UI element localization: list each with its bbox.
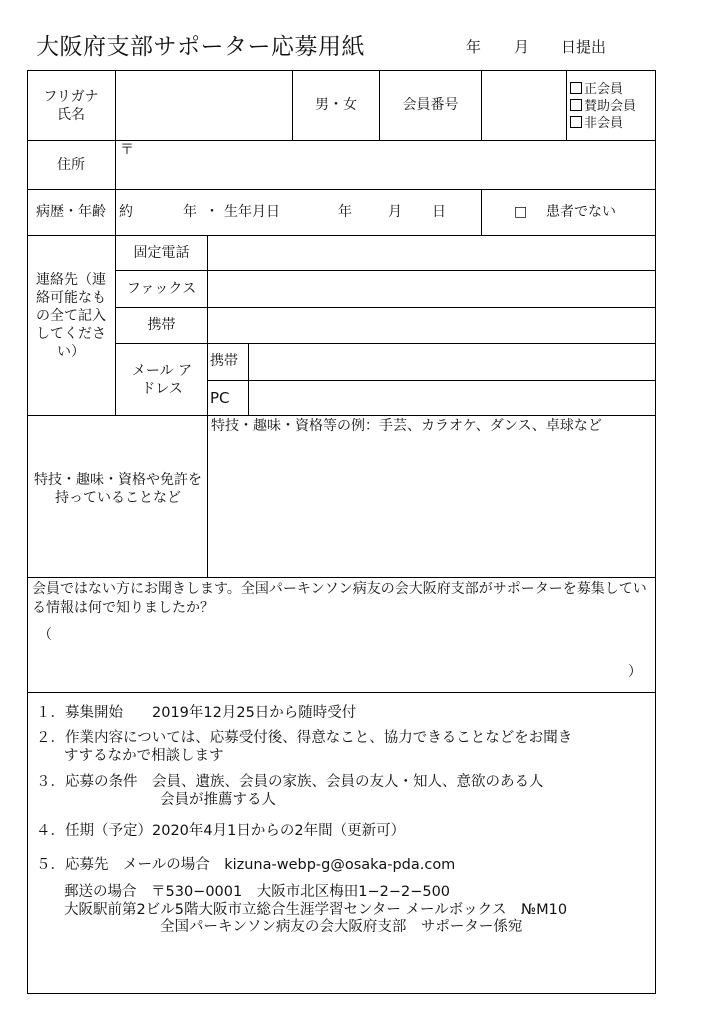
info-item-5-postal: 郵送の場合 〒530−0001 大阪市北区梅田1−2−2−500 [64,884,451,900]
email-label: メール アドレス [131,363,193,397]
rule [207,235,208,577]
info-item-3: ３．応募の条件 会員、遺族、会員の家族、会員の友人・知人、意欲のある人 [36,774,544,790]
close-paren: ） [628,664,642,680]
not-patient-checkbox[interactable]: □ [514,204,528,220]
info-item-5-building: 大阪駅前第2ビル5階大阪市立総合生涯学習センター メールボックス №M10 [64,902,568,918]
birth-day-label: 日 [432,204,446,220]
info-item-3-cont: 会員が推薦する人 [160,792,276,808]
not-patient-label: 患者でない [546,204,616,220]
rule [27,415,656,416]
postal-mark: 〒 [120,142,134,158]
info-source-question: 会員ではない方にお聞きします。全国パーキンソン病友の会大阪府支部がサポーターを募集している情報は何で知りましたか？ [32,581,647,616]
rule [248,343,249,415]
rule [207,380,656,381]
page-title: 大阪府支部サポーター応募用紙 [36,34,365,60]
date-month-label: 月 [514,38,530,56]
info-item-4: ４．任期（予定）2020年4月1日からの2年間（更新可） [36,823,406,839]
checkbox-icon [570,82,582,94]
mobile-label: 携帯 [147,317,176,333]
landline-label: 固定電話 [133,245,190,261]
rule [481,70,482,140]
rule [27,235,656,236]
rule [27,577,656,578]
rule [115,307,656,308]
membership-supporting-option[interactable]: 賛助会員 [570,99,636,115]
history-age-label: 病歴・年齢 [36,204,106,220]
membership-non-member-option[interactable]: 非会員 [570,116,623,132]
membership-regular-option[interactable]: 正会員 [570,82,623,98]
rule [115,70,116,415]
rule [115,270,656,271]
address-label: 住所 [57,157,85,173]
email-pc-label: PC [210,389,230,407]
info-item-5: ５．応募先 メールの場合 kizuna-webp-g@osaka-pda.com [36,857,456,873]
member-number-label: 会員番号 [402,97,459,113]
furigana-label: フリガナ [43,89,99,105]
birth-year-label: 年 [338,204,352,220]
checkbox-icon [570,116,582,128]
email-mobile-label: 携帯 [210,353,238,369]
about-label: 約 [119,204,133,220]
birth-date-label: 生年月日 [224,204,280,220]
rule [27,140,656,141]
skills-example: 特技・趣味・資格等の例：手芸、カラオケ、ダンス、卓球など [211,418,602,434]
years-label: 年 [183,204,197,220]
name-label: 氏名 [57,107,85,123]
rule [566,70,567,140]
date-year-label: 年 [466,38,482,56]
info-item-2: ２．作業内容については、応募受付後、得意なこと、協力できることなどをお聞き [36,730,573,746]
date-submitted-label: 日提出 [561,38,607,56]
rule [481,189,482,235]
contact-label: 連絡先（連絡可能なもの全て記入してください） [36,272,106,360]
rule [27,692,656,693]
rule [115,343,656,344]
info-item-2-cont: すするなかで相談します [64,748,224,764]
skills-label: 特技・趣味・資格や免許を持っていることなど [34,472,202,506]
fax-label: ファックス [126,281,197,297]
rule [27,189,656,190]
info-item-5-recipient: 全国パーキンソン病友の会大阪府支部 サポーター係宛 [160,919,523,935]
checkbox-icon [570,99,582,111]
gender-selector[interactable]: 男・女 [315,97,357,113]
birth-month-label: 月 [388,204,402,220]
info-item-1: １．募集開始 2019年12月25日から随時受付 [36,705,357,721]
separator: ・ [205,204,219,220]
open-paren: （ [38,627,52,643]
